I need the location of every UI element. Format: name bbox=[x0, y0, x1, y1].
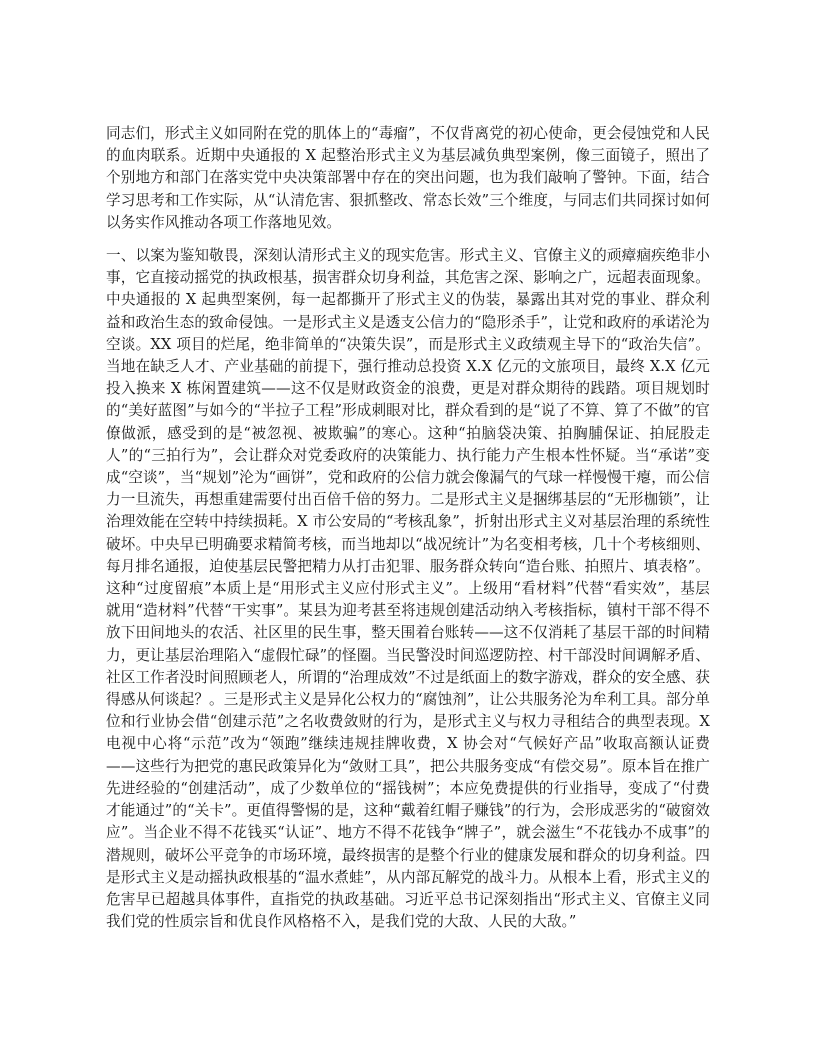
document-page bbox=[106, 123, 710, 933]
section-one-paragraph: 一、以案为鉴知敬畏，深刻认清形式主义的现实危害。形式主义、官僚主义的顽瘴痼疾绝非小事，它直接动摇党的执政根基，损害群众切身利益，其危害之深、影响之广，远超表面现象。中央通报的 X 起典型案例，每一起都撕开了形式主义的伪装，暴露出其对党的事业、群众利益和政治生态的致命侵蚀。一是形式主义是透支公信力的“隐形杀手”，让党和政府的承诺沦为空谈。XX 项目的烂尾，绝非简单的“决策失误”，而是形式主义政绩观主导下的“政治失信”。当地在缺乏人才、产业基础的前提下，强行推动总投资 X.X 亿元的文旅项目，最终 X.X 亿元投入换来 X 栋闲置建筑——这不仅是财政资金的浪费，更是对群众期待的践踏。项目规划时的“美好蓝图”与如今的“半拉子工程”形成刺眼对比，群众看到的是“说了不算、算了不做”的官僚做派，感受到的是“被忽视、被欺骗”的寒心。这种“拍脑袋决策、拍胸脯保证、拍屁股走人”的“三拍行为”，会让群众对党委政府的决策能力、执行能力产生根本性怀疑。当“承诺”变成“空谈”，当“规划”沦为“画饼”，党和政府的公信力就会像漏气的气球一样慢慢干瘪，而公信力一旦流失，再想重建需要付出百倍千倍的努力。二是形式主义是捆绑基层的“无形枷锁”，让治理效能在空转中持续损耗。X 市公安局的“考核乱象”，折射出形式主义对基层治理的系统性破坏。中央早已明确要求精简考核，而当地却以“战况统计”为名变相考核，几十个考核细则、每月排名通报，迫使基层民警把精力从打击犯罪、服务群众转向“造台账、拍照片、填表格”。这种“过度留痕”本质上是“用形式主义应付形式主义”。上级用“看材料”代替“看实效”，基层就用“造材料”代替“干实事”。某县为迎考甚至将违规创建活动纳入考核指标，镇村干部不得不放下田间地头的农活、社区里的民生事，整天围着台账转——这不仅消耗了基层干部的时间精力，更让基层治理陷入“虚假忙碌”的怪圈。当民警没时间巡逻防控、村干部没时间调解矛盾、社区工作者没时间照顾老人，所谓的“治理成效”不过是纸面上的数字游戏，群众的安全感、获得感从何谈起？。三是形式主义是异化公权力的“腐蚀剂”，让公共服务沦为牟利工具。部分单位和行业协会借“创建示范”之名收费敛财的行为，是形式主义与权力寻租结合的典型表现。X 电视中心将“示范”改为“领跑”继续违规挂牌收费，X 协会对“气候好产品”收取高额认证费——这些行为把党的惠民政策异化为“敛财工具”，把公共服务变成“有偿交易”。原本旨在推广先进经验的“创建活动”，成了少数单位的“摇钱树”；本应免费提供的行业指导，变成了“付费才能通过”的“关卡”。更值得警惕的是，这种“戴着红帽子赚钱”的行为，会形成恶劣的“破窗效应”。当企业不得不花钱买“认证”、地方不得不花钱争“牌子”，就会滋生“不花钱办不成事”的潜规则，破坏公平竞争的市场环境，最终损害的是整个行业的健康发展和群众的切身利益。四是形式主义是动摇执政根基的“温水煮蛙”，从内部瓦解党的战斗力。从根本上看，形式主义的危害早已超越具体事件，直指党的执政基础。习近平总书记深刻指出“形式主义、官僚主义同我们党的性质宗旨和优良作风格格不入，是我们党的大敌、人民的大敌。” bbox=[106, 247, 710, 931]
intro-paragraph: 同志们，形式主义如同附在党的肌体上的“毒瘤”，不仅背离党的初心使命，更会侵蚀党和人民的血肉联系。近期中央通报的 X 起整治形式主义为基层减负典型案例，像三面镜子，照出了个别地方和部门在落实党中央决策部署中存在的突出问题，也为我们敲响了警钟。下面，结合学习思考和工作实际，从“认清危害、狠抓整改、常态长效”三个维度，与同志们共同探讨如何以务实作风推动各项工作落地见效。 bbox=[106, 125, 710, 231]
